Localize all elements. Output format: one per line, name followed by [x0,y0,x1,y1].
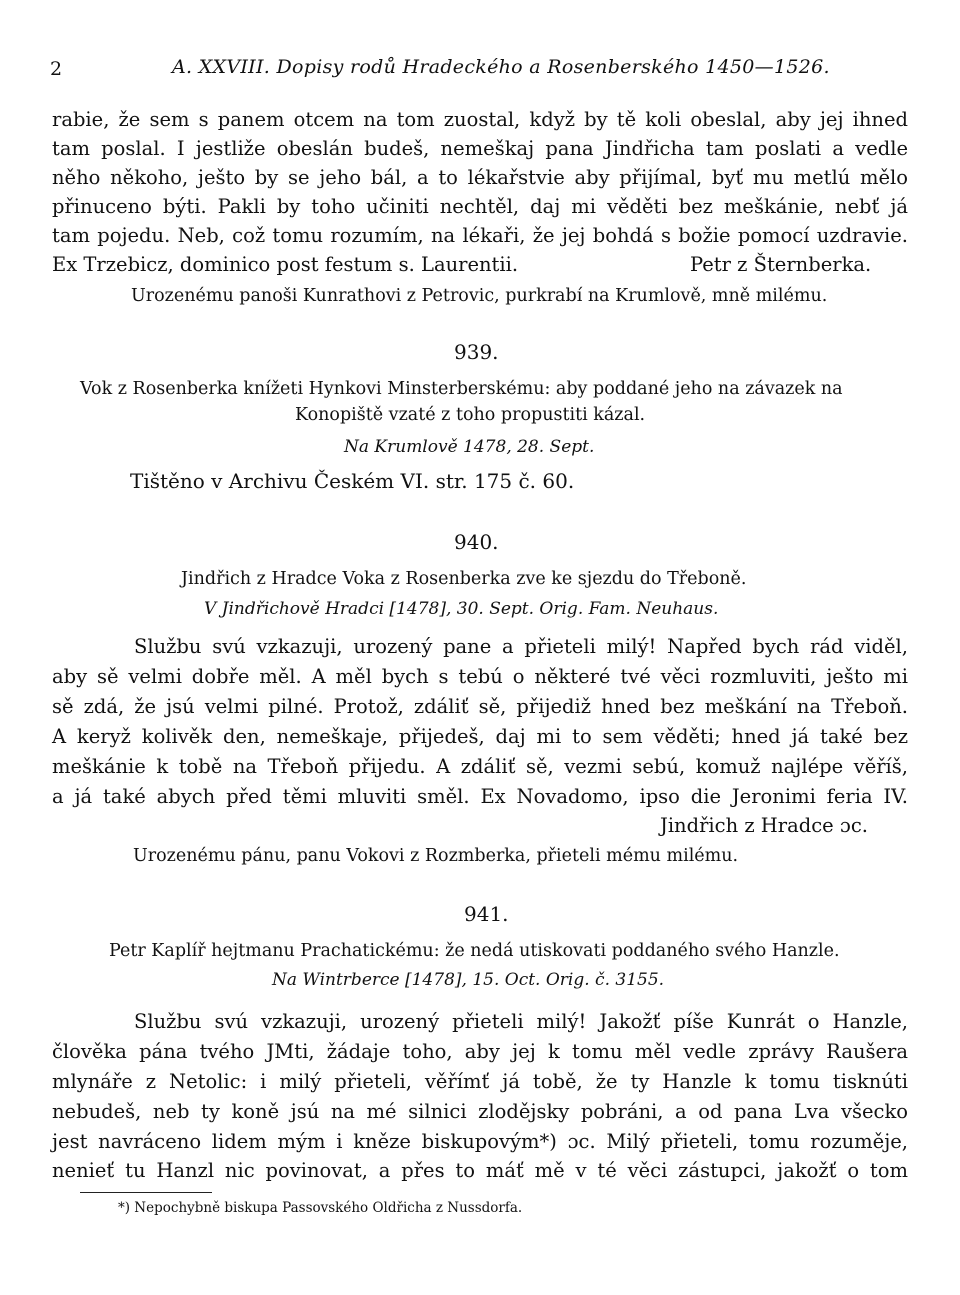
document-number: 941. [464,902,509,926]
letter-address: Urozenému panoši Kunrathovi z Petrovic, purkrabí na Krumlově, mně milému. [131,286,828,306]
document-dateline: Na Krumlově 1478, 28. Sept. [344,437,595,457]
footnote: *) Nepochybně biskupa Passovského Oldřicha z Nussdorfa. [118,1200,523,1216]
printed-reference: Tištěno v Archivu Českém VI. str. 175 č. 60. [130,469,575,493]
letter-line: aby sě velmi dobře měl. A měl bych s tebú o některé tvé věci rozmluviti, ješto mi [52,665,908,688]
closing-signature: Petr z Šternberka. [690,253,872,276]
letter-line: sě zdá, že jsú velmi pilné. Protož, zdáliť sě, přijediž hned bez meškání na Třeboň. [52,695,908,718]
document-summary: Vok z Rosenberka knížeti Hynkovi Minsterberskému: aby poddané jeho na závazek na [80,379,843,399]
letter-line: mlynáře z Netolic: i milý přieteli, věřímť já tobě, že ty Hanzle k tomu tisknúti [52,1070,908,1093]
document-dateline: V Jindřichově Hradci [1478], 30. Sept. Orig. Fam. Neuhaus. [204,599,719,619]
letter-line: Službu svú vzkazuji, urozený přieteli milý! Jakožť píše Kunrát o Hanzle, [134,1010,908,1033]
letter-line: člověka pána tvého JMti, žádaje toho, aby jej k tomu měl vedle zprávy Raušera [52,1040,908,1063]
document-summary: Konopiště vzaté z toho propustiti kázal. [295,405,646,425]
document-number: 940. [454,530,499,554]
continuation-line: rabie, že sem s panem otcem na tom zuostal, když by tě koli obeslal, aby jej ihned [52,108,908,131]
letter-address: Urozenému pánu, panu Vokovi z Rozmberka, přieteli mému milému. [133,846,739,866]
page-header [50,50,910,84]
running-title: A. XXVIII. Dopisy rodů Hradeckého a Rosenberského 1450—1526. [172,56,830,78]
letter-line: jest navráceno lidem mým i kněze biskupovým*) ɔc. Milý přieteli, tomu rozuměje, [52,1130,908,1153]
document-number: 939. [454,340,499,364]
document-summary: Petr Kaplíř hejtmanu Prachatickému: že nedá utiskovati poddaného svého Hanzle. [109,941,840,961]
closing-place-date: Ex Trzebicz, dominico post festum s. Laurentii. [52,253,519,276]
document-dateline: Na Wintrberce [1478], 15. Oct. Orig. č. 3155. [272,970,665,990]
continuation-line: tam poslal. I jestliže obeslán budeš, nemeškaj pana Jindřicha tam poslati a vedle [52,137,908,160]
letter-line: Službu svú vzkazuji, urozený pane a přieteli milý! Napřed bych rád viděl, [134,635,908,658]
footnote-divider [80,1192,212,1193]
letter-line: meškánie k tobě na Třeboň přijedu. A zdáliť sě, vezmi sebú, komuž najlépe věříš, [52,755,908,778]
continuation-line: tam pojedu. Neb, což tomu rozumím, na lékaři, že jej bohdá s božie pomocí uzdravie. [52,224,908,247]
continuation-line: něho někoho, ješto by se jeho bál, a to lékařstvie aby přijímal, byť mu metlú mělo [52,166,908,189]
document-summary: Jindřich z Hradce Voka z Rosenberka zve ke sjezdu do Třeboně. [181,569,747,589]
letter-line: A keryž kolivěk den, nemeškaje, přijedeš, daj mi to sem věděti; hned já také bez [52,725,908,748]
letter-signature: Jindřich z Hradce ɔc. [660,814,868,837]
letter-line: a já také abych před těmi mluviti směl. Ex Novadomo, ipso die Jeronimi feria IV. [52,785,908,808]
page-number: 2 [50,58,63,80]
letter-line: nenieť tu Hanzl nic povinovat, a přes to máť mě v té věci zástupci, jakožť o tom [52,1159,908,1182]
continuation-line: přinuceno býti. Pakli by toho učiniti nechtěl, daj mi věděti bez meškánie, nebť já [52,195,908,218]
letter-line: nebudeš, neb ty koně jsú na mé silnici zlodějsky pobráni, a od pana Lva všecko [52,1100,908,1123]
